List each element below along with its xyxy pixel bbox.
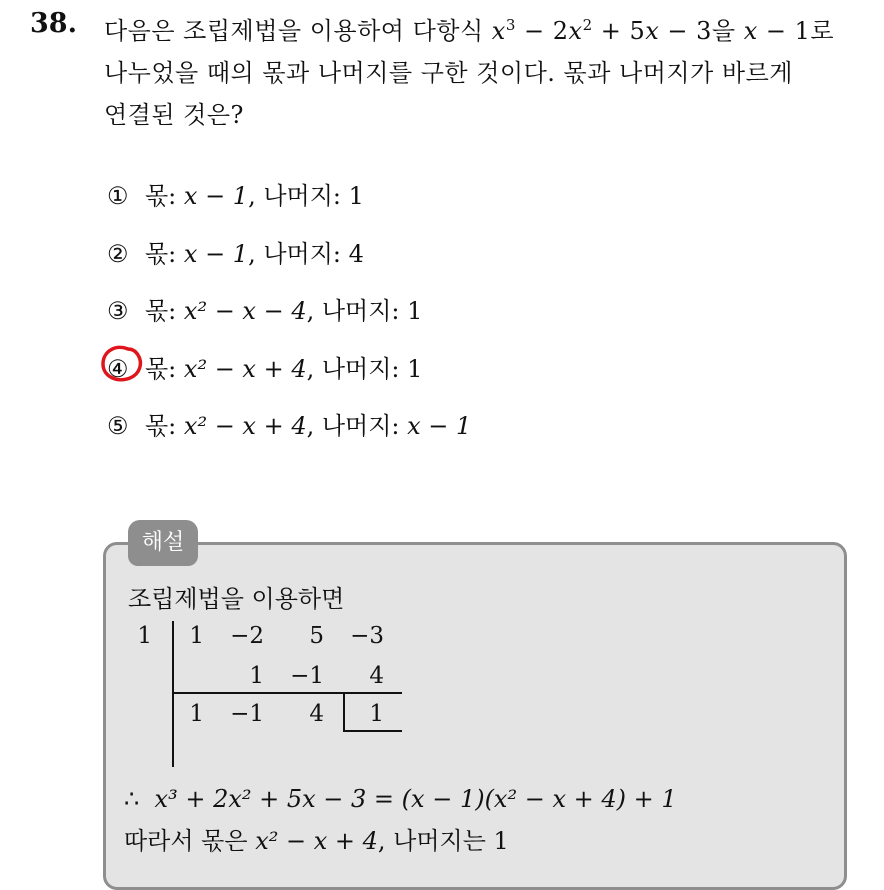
quotient-value: x² − x + 4: [183, 412, 307, 440]
question-number: 38.: [30, 8, 77, 39]
remainder-label: , 나머지:: [248, 182, 349, 210]
synthetic-cell: −3: [350, 623, 384, 649]
quotient-value: x² − x − 4: [183, 297, 307, 325]
remainder-value: 1: [407, 354, 423, 383]
remainder-box-left: [343, 694, 345, 730]
divisor-x: x: [743, 17, 758, 45]
choice-4[interactable]: [107, 347, 471, 405]
conclusion-quotient: x² − x + 4: [255, 827, 378, 855]
quotient-value: x² − x + 4: [183, 354, 307, 383]
conclusion-prefix: 따라서 몫은: [124, 827, 256, 855]
solution-conclusion: [124, 821, 509, 856]
solution-equation: x³ + 2x² + 5x − 3 = (x − 1)(x² − x + 4) + 1: [154, 785, 677, 813]
synthetic-remainder: 1: [369, 701, 384, 727]
quotient-label: 몫:: [145, 297, 184, 325]
remainder-value: 1: [407, 297, 423, 325]
synthetic-cell: 5: [309, 623, 324, 649]
synthetic-cell: −2: [230, 623, 264, 649]
remainder-label: , 나머지:: [248, 239, 349, 268]
remainder-value: 1: [348, 182, 364, 210]
synthetic-cell: −1: [230, 701, 264, 727]
solution-equation-line: [124, 785, 677, 813]
quotient-label: 몫:: [145, 412, 184, 440]
poly-exp-2: 2: [582, 16, 593, 34]
question-line-3: 연결된 것은?: [104, 101, 244, 129]
choice-number: ③: [107, 297, 129, 325]
remainder-label: , 나머지:: [306, 297, 408, 325]
divisor-end: − 1로: [757, 17, 835, 45]
choice-number: ④: [107, 354, 129, 383]
synthetic-cell: 4: [369, 663, 384, 689]
remainder-label: , 나머지:: [306, 412, 408, 440]
answer-choices: [107, 174, 471, 462]
question-text: [104, 10, 864, 136]
poly-exp-3: 3: [505, 16, 516, 34]
poly-end: − 3을: [659, 17, 744, 45]
synthetic-cell: 1: [189, 701, 204, 727]
synthetic-cell: 1: [189, 623, 204, 649]
solution-intro: 조립제법을 이용하면: [128, 585, 345, 613]
poly-x-2: x: [568, 17, 583, 45]
choice-3[interactable]: [107, 289, 471, 347]
remainder-label: , 나머지:: [306, 354, 408, 383]
remainder-value: x − 1: [407, 412, 472, 440]
therefore-symbol: ∴: [124, 785, 140, 813]
conclusion-suffix: , 나머지는 1: [377, 827, 509, 855]
poly-mid-2: + 5: [592, 17, 646, 45]
solution-tab: 해설: [128, 520, 198, 566]
synthetic-cell: 1: [249, 663, 264, 689]
remainder-box-bottom: [343, 730, 402, 732]
synthetic-horizontal-line: [172, 692, 402, 694]
quotient-value: x − 1: [183, 239, 249, 268]
poly-x-3: x: [645, 17, 660, 45]
poly-mid: − 2: [515, 17, 569, 45]
synthetic-cell: 4: [309, 701, 324, 727]
choice-1[interactable]: [107, 174, 471, 232]
choice-2[interactable]: [107, 232, 471, 290]
solution-box: [103, 542, 847, 890]
choice-number: ⑤: [107, 412, 129, 440]
question-line-2: 나누었을 때의 몫과 나머지를 구한 것이다. 몫과 나머지가 바르게: [104, 59, 793, 87]
synthetic-divisor: 1: [137, 623, 152, 649]
synthetic-cell: −1: [290, 663, 324, 689]
question-line-1: [104, 10, 864, 52]
choice-5[interactable]: [107, 404, 471, 462]
remainder-value: 4: [348, 239, 364, 268]
quotient-label: 몫:: [145, 239, 184, 268]
question-line-1-text: 다음은 조립제법을 이용하여 다항식: [104, 17, 492, 45]
quotient-value: x − 1: [183, 182, 249, 210]
quotient-label: 몫:: [145, 182, 184, 210]
choice-number: ①: [107, 182, 129, 210]
choice-number: ②: [107, 239, 129, 268]
quotient-label: 몫:: [145, 354, 184, 383]
poly-x: x: [491, 17, 506, 45]
